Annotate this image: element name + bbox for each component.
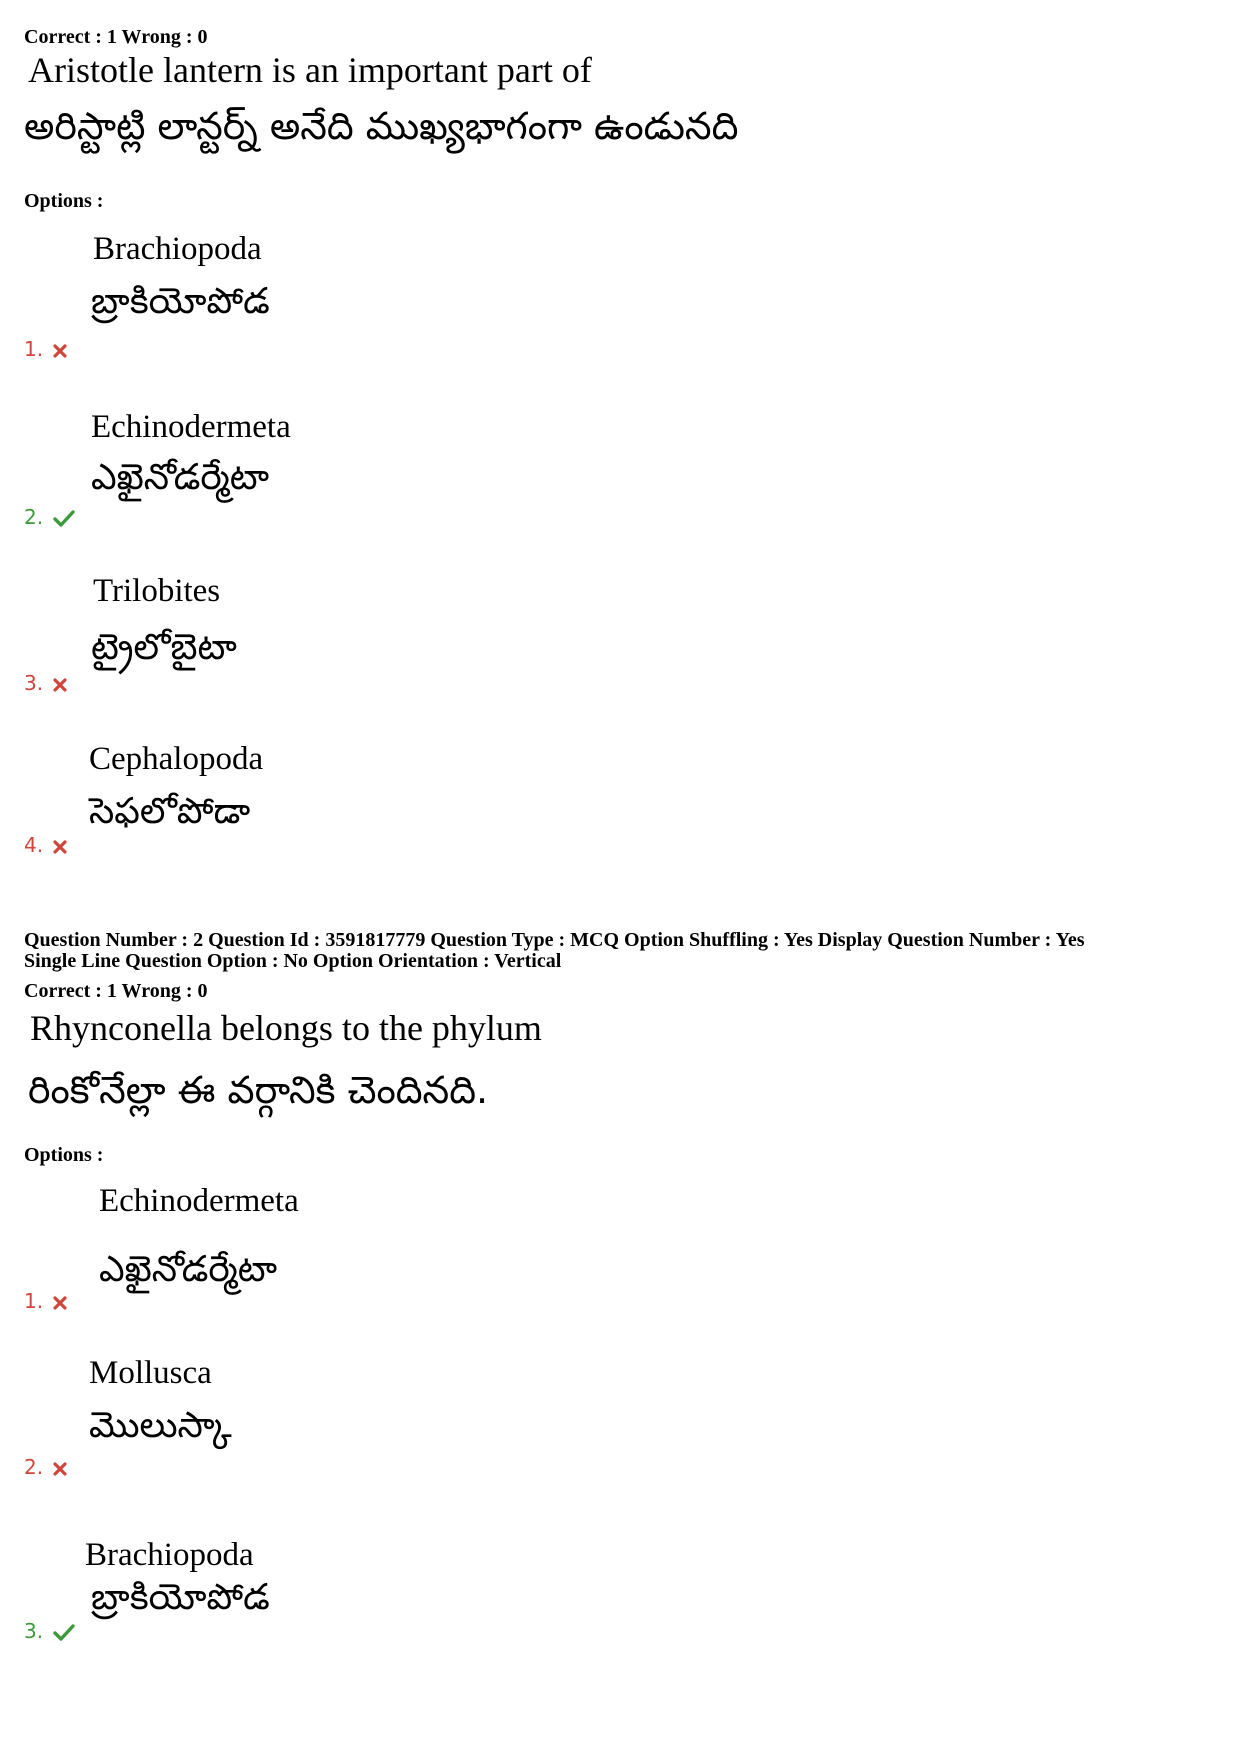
q2-meta-line-2: Single Line Question Option : No Option Orientation : Vertical (24, 950, 562, 972)
q2-text-te: రింకోనేల్లా ఈ వర్గానికి చెందినది. (28, 1068, 489, 1112)
q1-result: Correct : 1 Wrong : 0 (24, 26, 208, 48)
q2-option-1-en: Echinodermeta (99, 1183, 299, 1219)
q2-option-3-te: బ్రాకియోపోడ (91, 1577, 270, 1618)
q1-option-1-en: Brachiopoda (93, 231, 262, 267)
q2-option-1-number: 1. (24, 1289, 44, 1313)
q2-option-2-en: Mollusca (89, 1355, 212, 1391)
q1-text-en: Aristotle lantern is an important part of (28, 50, 592, 90)
q2-option-1-marker (24, 1290, 67, 1312)
q2-option-2-marker (24, 1456, 67, 1478)
q1-option-1-number: 1. (24, 337, 44, 361)
q1-option-2-number: 2. (24, 505, 44, 529)
q2-option-3-number: 3. (24, 1619, 44, 1643)
q1-option-4-en: Cephalopoda (89, 741, 264, 777)
q2-option-2-number: 2. (24, 1455, 44, 1479)
q2-option-3-marker (24, 1620, 75, 1642)
q2-option-2-te: మొలుస్కా (89, 1405, 232, 1446)
q1-option-3-en: Trilobites (93, 573, 221, 609)
q2-text-en: Rhynconella belongs to the phylum (30, 1008, 542, 1048)
q1-text-te: అరిస్టాట్లి లాన్టర్న్ అనేది ముఖ్యభాగంగా ఉండునది (24, 104, 739, 148)
cross-icon (53, 1456, 67, 1478)
q1-option-2-marker (24, 506, 75, 528)
cross-icon (53, 672, 67, 694)
q1-option-1-te: బ్రాకియోపోడ (91, 281, 270, 322)
cross-icon (53, 1290, 67, 1312)
q1-option-1-marker (24, 338, 67, 360)
q1-option-4-te: సెఫలోపోడా (89, 791, 251, 832)
q1-option-2-te: ఎఖైనోడర్మేటా (91, 457, 270, 498)
check-icon (53, 506, 75, 528)
q2-meta-line-1: Question Number : 2 Question Id : 3591817779 Question Type : MCQ Option Shuffling : Yes Display Question Number : Yes (24, 929, 1085, 951)
q1-option-2-en: Echinodermeta (91, 409, 291, 445)
q1-option-3-number: 3. (24, 671, 44, 695)
check-icon (53, 1620, 75, 1642)
q1-options-label: Options : (24, 190, 104, 212)
q1-option-4-number: 4. (24, 833, 44, 857)
q1-option-3-marker (24, 672, 67, 694)
cross-icon (53, 338, 67, 360)
q1-option-3-te: ట్రైలోబైటా (91, 627, 237, 668)
q2-option-1-te: ఎఖైనోడర్మేటా (99, 1249, 278, 1290)
q1-option-4-marker (24, 834, 67, 856)
q2-option-3-en: Brachiopoda (85, 1537, 254, 1573)
q2-options-label: Options : (24, 1144, 104, 1166)
cross-icon (53, 834, 67, 856)
q2-result: Correct : 1 Wrong : 0 (24, 980, 208, 1002)
